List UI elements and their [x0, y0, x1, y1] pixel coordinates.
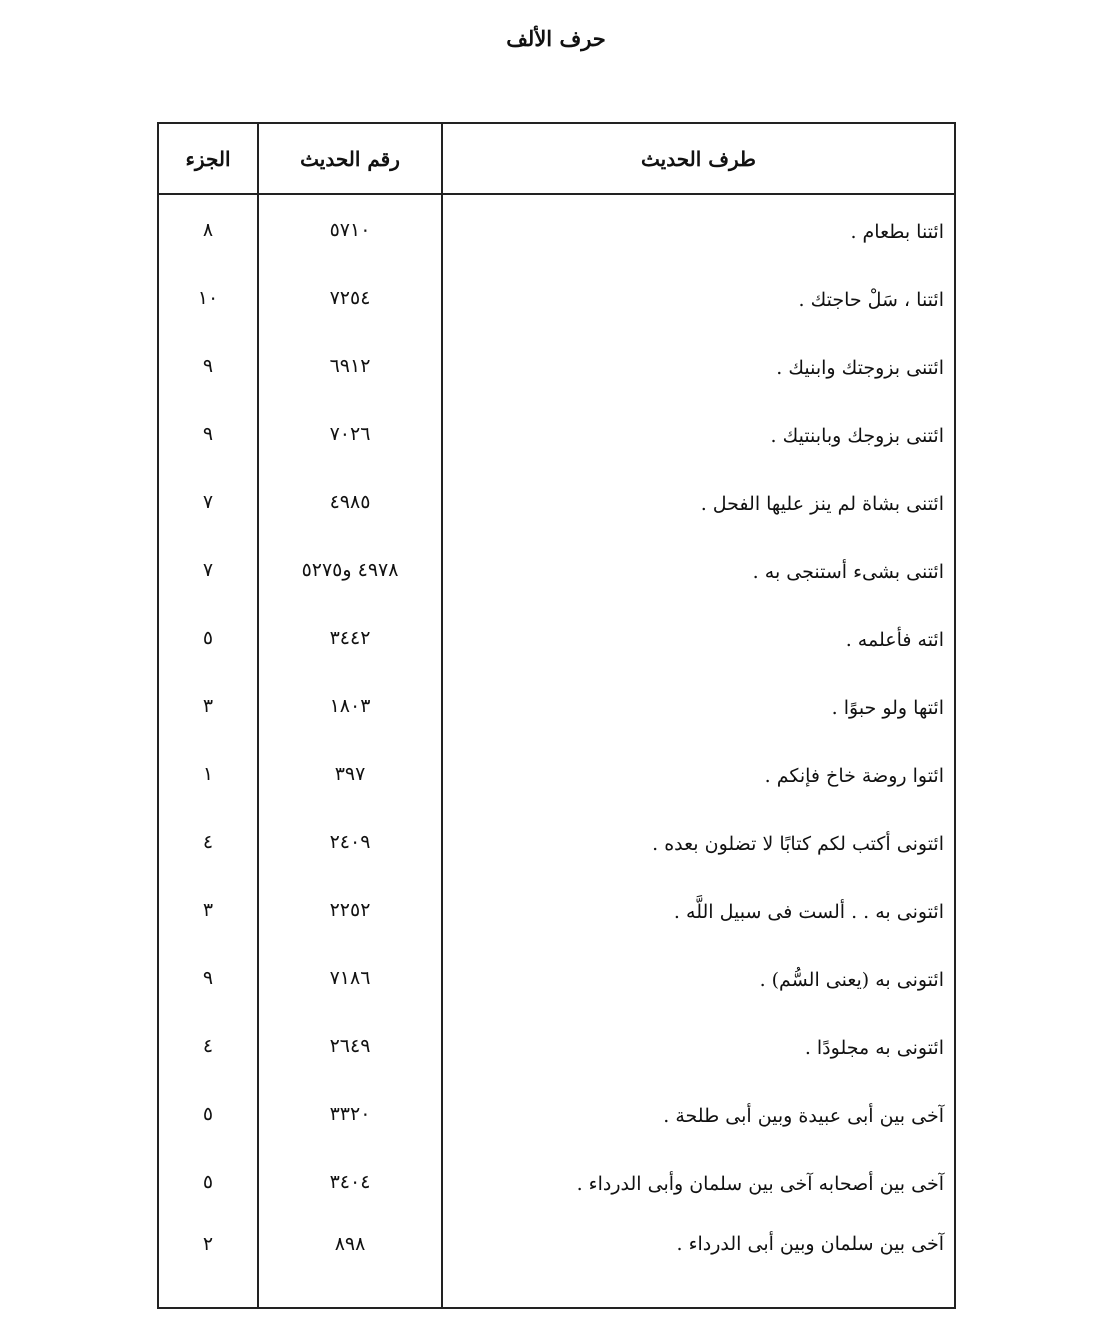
- part-cell: ٢: [158, 1215, 258, 1308]
- table-row: [158, 399, 955, 467]
- table-row: [158, 739, 955, 807]
- hadith-text-cell: ائتها ولو حبوًا .: [442, 671, 955, 739]
- hadith-number-cell: ٦٩١٢: [258, 331, 442, 399]
- hadith-text-cell: ائته فأعلمه .: [442, 603, 955, 671]
- part-cell: ٧: [158, 535, 258, 603]
- table-row: [158, 467, 955, 535]
- part-cell: ٥: [158, 603, 258, 671]
- hadith-number-cell: ٣٤٠٤: [258, 1147, 442, 1215]
- hadith-text-cell: ائتنا بطعام .: [442, 194, 955, 263]
- header-row: [158, 123, 955, 194]
- hadith-number-cell: ٢٤٠٩: [258, 807, 442, 875]
- table-row: [158, 807, 955, 875]
- part-cell: ٤: [158, 1011, 258, 1079]
- hadith-text-cell: ائتنى بزوجتك وابنيك .: [442, 331, 955, 399]
- table-row: [158, 1147, 955, 1215]
- hadith-text-cell: آخى بين سلمان وبين أبى الدرداء .: [442, 1215, 955, 1308]
- table-row: [158, 943, 955, 1011]
- hadith-text-cell: ائتنى بشاة لم ينز عليها الفحل .: [442, 467, 955, 535]
- page-title: حرف الألف: [506, 26, 606, 51]
- table-row: [158, 331, 955, 399]
- part-cell: ١٠: [158, 263, 258, 331]
- hadith-text-cell: ائتونى أكتب لكم كتابًا لا تضلون بعده .: [442, 807, 955, 875]
- hadith-text-cell: آخى بين أصحابه آخى بين سلمان وأبى الدرداء .: [442, 1147, 955, 1215]
- hadith-text-cell: ائتنى بزوجك وبابنتيك .: [442, 399, 955, 467]
- part-cell: ٣: [158, 875, 258, 943]
- table-row: [158, 194, 955, 263]
- hadith-number-cell: ١٨٠٣: [258, 671, 442, 739]
- hadith-number-cell: ٣٤٤٢: [258, 603, 442, 671]
- part-cell: ٩: [158, 331, 258, 399]
- hadith-text-cell: ائتنى بشىء أستنجى به .: [442, 535, 955, 603]
- table-row: [158, 875, 955, 943]
- hadith-number-cell: ٣٩٧: [258, 739, 442, 807]
- hadith-number-cell: ٧١٨٦: [258, 943, 442, 1011]
- part-cell: ٣: [158, 671, 258, 739]
- part-cell: ٩: [158, 399, 258, 467]
- part-cell: ٥: [158, 1147, 258, 1215]
- hadith-number-cell: ٤٩٨٥: [258, 467, 442, 535]
- table-row: [158, 603, 955, 671]
- hadith-text-cell: آخى بين أبى عبيدة وبين أبى طلحة .: [442, 1079, 955, 1147]
- hadith-text-cell: ائتونى به (يعنى السُّم) .: [442, 943, 955, 1011]
- table-row: [158, 263, 955, 331]
- table-row: [158, 1011, 955, 1079]
- part-cell: ٧: [158, 467, 258, 535]
- table-row: [158, 1079, 955, 1147]
- table-body: [158, 194, 955, 1308]
- hadith-number-cell: ٢٦٤٩: [258, 1011, 442, 1079]
- table-row: [158, 535, 955, 603]
- table-row: [158, 671, 955, 739]
- part-cell: ٤: [158, 807, 258, 875]
- part-cell: ٥: [158, 1079, 258, 1147]
- hadith-text-cell: ائتنا ، سَلْ حاجتك .: [442, 263, 955, 331]
- table-header: [158, 123, 955, 194]
- hadith-number-cell: ٣٣٢٠: [258, 1079, 442, 1147]
- hadith-number-cell: ٥٧١٠: [258, 194, 442, 263]
- hadith-number-cell: ٨٩٨: [258, 1215, 442, 1308]
- hadith-text-cell: ائتوا روضة خاخ فإنكم .: [442, 739, 955, 807]
- hadith-number-cell: ٧٠٢٦: [258, 399, 442, 467]
- header-part: الجزء: [158, 123, 258, 194]
- hadith-index-table: [157, 122, 956, 1309]
- part-cell: ٩: [158, 943, 258, 1011]
- hadith-text-cell: ائتونى به مجلودًا .: [442, 1011, 955, 1079]
- hadith-number-cell: ٢٢٥٢: [258, 875, 442, 943]
- part-cell: ٨: [158, 194, 258, 263]
- hadith-number-cell: ٤٩٧٨ و٥٢٧٥: [258, 535, 442, 603]
- part-cell: ١: [158, 739, 258, 807]
- hadith-number-cell: ٧٢٥٤: [258, 263, 442, 331]
- header-hadith-text: طرف الحديث: [442, 123, 955, 194]
- header-hadith-number: رقم الحديث: [258, 123, 442, 194]
- table-row: [158, 1215, 955, 1308]
- hadith-text-cell: ائتونى به . . ألست فى سبيل اللَّه .: [442, 875, 955, 943]
